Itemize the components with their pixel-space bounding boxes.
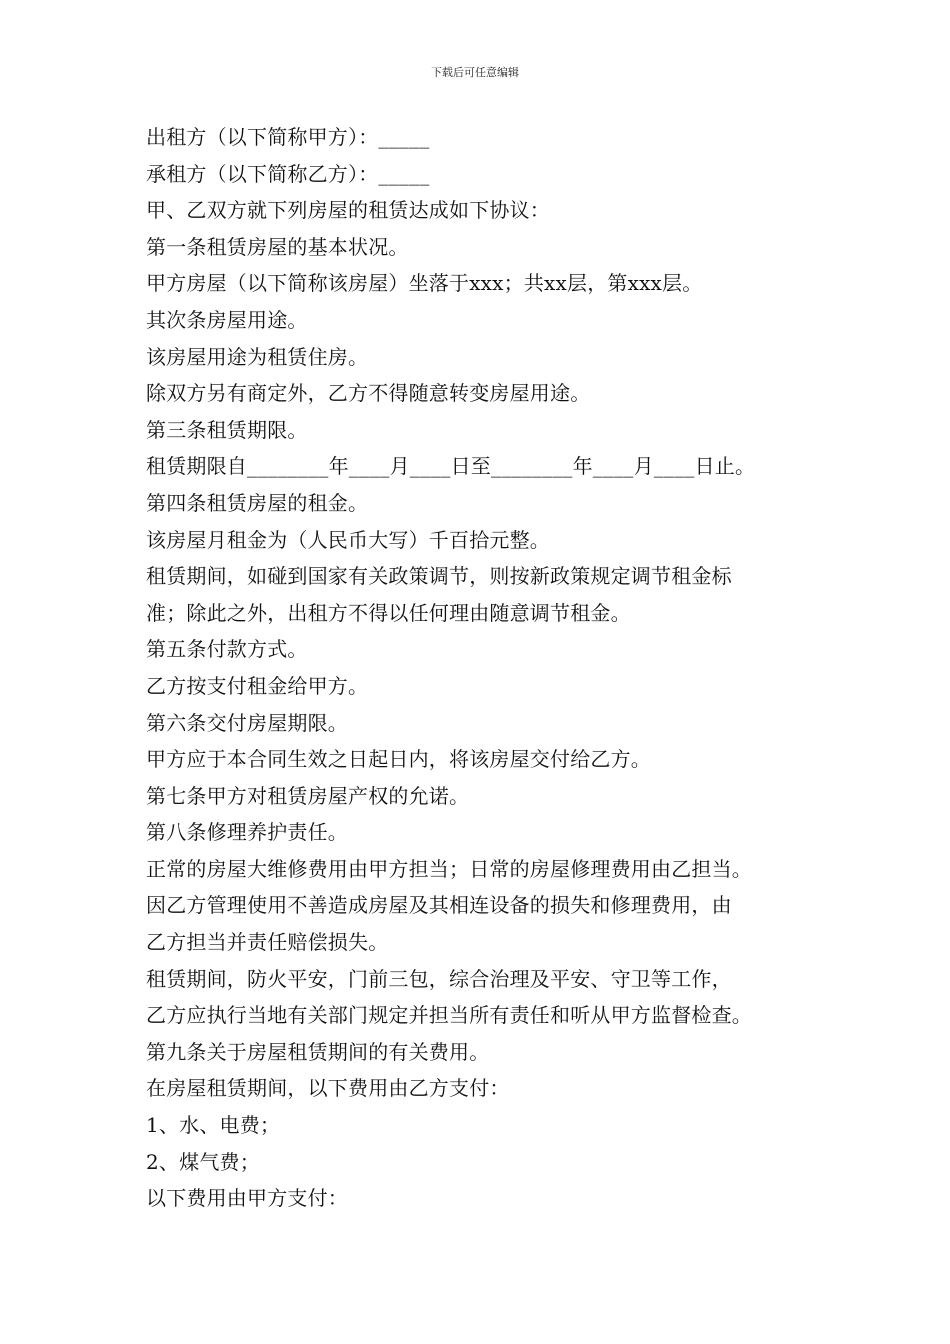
article-6-heading: 第六条交付房屋期限。: [146, 710, 348, 735]
article-5-heading: 第五条付款方式。: [146, 637, 308, 662]
paragraph-line: 正常的房屋大维修费用由甲方担当；日常的房屋修理费用由乙担当。: [146, 856, 752, 881]
paragraph-line: 乙方担当并责任赔偿损失。: [146, 930, 389, 955]
paragraph-line: 该房屋月租金为（人民币大写）千百拾元整。: [146, 527, 550, 552]
paragraph-line: 租赁期间，防火平安，门前三包，综合治理及平安、守卫等工作，: [146, 966, 732, 991]
article-9-heading: 第九条关于房屋租赁期间的有关费用。: [146, 1039, 490, 1064]
paragraph-line: 该房屋用途为租赁住房。: [146, 344, 369, 369]
paragraph-line: 乙方应执行当地有关部门规定并担当所有责任和听从甲方监督检查。: [146, 1003, 752, 1028]
list-item: 1、水、电费；: [146, 1113, 281, 1138]
paragraph-line: 准；除此之外，出租方不得以任何理由随意调节租金。: [146, 600, 631, 625]
paragraph-line: 租赁期间，如碰到国家有关政策调节，则按新政策规定调节租金标: [146, 564, 732, 589]
party-a-line: 出租方（以下简称甲方）：_____: [146, 125, 430, 149]
article-2-heading: 其次条房屋用途。: [146, 307, 308, 332]
article-1-heading: 第一条租赁房屋的基本状况。: [146, 234, 409, 259]
lease-term-line: 租赁期限自________年____月____日至________年____月____日止。: [146, 454, 756, 479]
paragraph-line: 乙方按支付租金给甲方。: [146, 673, 369, 698]
party-b-line: 承租方（以下简称乙方）：_____: [146, 161, 430, 186]
paragraph-line: 以下费用由甲方支付：: [146, 1186, 348, 1211]
article-8-heading: 第八条修理养护责任。: [146, 820, 348, 845]
paragraph-line: 甲方房屋（以下简称该房屋）坐落于xxx；共xx层，第xxx层。: [146, 271, 703, 296]
agreement-intro: 甲、乙双方就下列房屋的租赁达成如下协议：: [146, 198, 550, 223]
paragraph-line: 甲方应于本合同生效之日起日内，将该房屋交付给乙方。: [146, 747, 651, 772]
list-item: 2、煤气费；: [146, 1149, 260, 1174]
document-body: [146, 119, 826, 1217]
paragraph-line: 除双方另有商定外，乙方不得随意转变房屋用途。: [146, 381, 591, 406]
article-7-heading: 第七条甲方对租赁房屋产权的允诺。: [146, 783, 470, 808]
paragraph-line: 在房屋租赁期间，以下费用由乙方支付：: [146, 1076, 510, 1101]
article-3-heading: 第三条租赁期限。: [146, 417, 308, 442]
paragraph-line: 因乙方管理使用不善造成房屋及其相连设备的损失和修理费用，由: [146, 893, 732, 918]
page-header: 下载后可任意编辑: [431, 66, 519, 79]
article-4-heading: 第四条租赁房屋的租金。: [146, 490, 369, 515]
